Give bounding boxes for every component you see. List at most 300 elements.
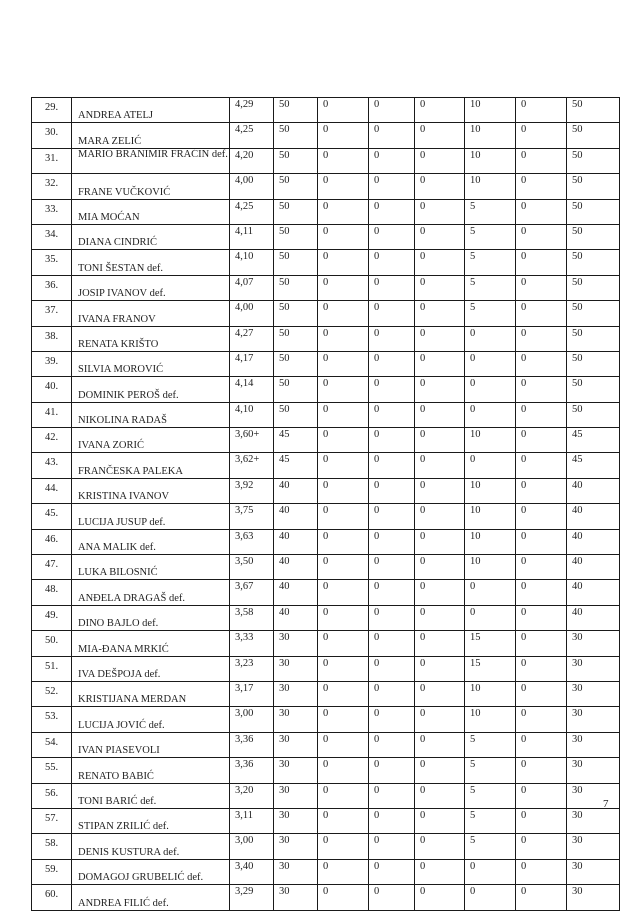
points-col-4: 0 bbox=[415, 402, 465, 427]
points-col-1: 50 bbox=[274, 174, 318, 199]
row-number: 60. bbox=[32, 885, 72, 910]
points-col-5: 0 bbox=[465, 453, 516, 478]
points-col-3: 0 bbox=[369, 758, 415, 783]
points-col-5: 5 bbox=[465, 199, 516, 224]
student-name: KRISTIJANA MERDAN bbox=[72, 681, 230, 706]
table-row bbox=[32, 123, 620, 148]
points-col-2: 0 bbox=[318, 808, 369, 833]
grade-average: 3,67 bbox=[230, 580, 274, 605]
row-number: 41. bbox=[32, 402, 72, 427]
points-col-5: 5 bbox=[465, 732, 516, 757]
points-col-2: 0 bbox=[318, 529, 369, 554]
points-col-3: 0 bbox=[369, 351, 415, 376]
table-row bbox=[32, 250, 620, 275]
table-row bbox=[32, 859, 620, 884]
points-col-5: 0 bbox=[465, 885, 516, 910]
points-col-1: 40 bbox=[274, 605, 318, 630]
points-total: 40 bbox=[567, 478, 620, 503]
points-col-4: 0 bbox=[415, 275, 465, 300]
points-total: 50 bbox=[567, 98, 620, 123]
points-total: 45 bbox=[567, 428, 620, 453]
points-col-6: 0 bbox=[516, 783, 567, 808]
table-row bbox=[32, 275, 620, 300]
points-col-1: 50 bbox=[274, 148, 318, 173]
row-number: 37. bbox=[32, 301, 72, 326]
points-col-5: 10 bbox=[465, 504, 516, 529]
student-name: IVANA FRANOV bbox=[72, 301, 230, 326]
points-col-1: 50 bbox=[274, 224, 318, 249]
points-col-3: 0 bbox=[369, 885, 415, 910]
points-col-6: 0 bbox=[516, 529, 567, 554]
points-col-4: 0 bbox=[415, 758, 465, 783]
points-col-4: 0 bbox=[415, 377, 465, 402]
points-col-1: 50 bbox=[274, 326, 318, 351]
points-col-2: 0 bbox=[318, 732, 369, 757]
student-name: IVANA ZORIĆ bbox=[72, 428, 230, 453]
student-name: ANA MALIK def. bbox=[72, 529, 230, 554]
table-row bbox=[32, 148, 620, 173]
points-col-1: 40 bbox=[274, 529, 318, 554]
points-col-2: 0 bbox=[318, 428, 369, 453]
points-col-1: 30 bbox=[274, 758, 318, 783]
points-col-4: 0 bbox=[415, 199, 465, 224]
points-col-4: 0 bbox=[415, 98, 465, 123]
points-col-2: 0 bbox=[318, 681, 369, 706]
student-name: MIA-ĐANA MRKIĆ bbox=[72, 631, 230, 656]
grade-average: 3,29 bbox=[230, 885, 274, 910]
points-total: 30 bbox=[567, 758, 620, 783]
points-total: 40 bbox=[567, 605, 620, 630]
points-col-2: 0 bbox=[318, 783, 369, 808]
points-total: 50 bbox=[567, 326, 620, 351]
points-col-3: 0 bbox=[369, 656, 415, 681]
points-col-3: 0 bbox=[369, 250, 415, 275]
points-col-6: 0 bbox=[516, 707, 567, 732]
points-col-6: 0 bbox=[516, 504, 567, 529]
student-name: NIKOLINA RADAŠ bbox=[72, 402, 230, 427]
points-col-4: 0 bbox=[415, 148, 465, 173]
student-name: IVA DEŠPOJA def. bbox=[72, 656, 230, 681]
points-col-4: 0 bbox=[415, 428, 465, 453]
points-col-3: 0 bbox=[369, 529, 415, 554]
points-col-4: 0 bbox=[415, 224, 465, 249]
points-col-4: 0 bbox=[415, 580, 465, 605]
points-total: 40 bbox=[567, 529, 620, 554]
points-col-1: 30 bbox=[274, 808, 318, 833]
points-col-1: 30 bbox=[274, 732, 318, 757]
points-total: 50 bbox=[567, 174, 620, 199]
points-total: 30 bbox=[567, 783, 620, 808]
points-col-6: 0 bbox=[516, 580, 567, 605]
points-col-5: 5 bbox=[465, 224, 516, 249]
points-col-1: 30 bbox=[274, 681, 318, 706]
points-col-1: 45 bbox=[274, 453, 318, 478]
table-row bbox=[32, 885, 620, 910]
points-col-4: 0 bbox=[415, 808, 465, 833]
points-col-1: 50 bbox=[274, 351, 318, 376]
points-col-3: 0 bbox=[369, 453, 415, 478]
points-col-6: 0 bbox=[516, 351, 567, 376]
row-number: 46. bbox=[32, 529, 72, 554]
points-col-6: 0 bbox=[516, 148, 567, 173]
points-col-5: 0 bbox=[465, 351, 516, 376]
points-col-6: 0 bbox=[516, 250, 567, 275]
points-col-1: 50 bbox=[274, 199, 318, 224]
points-col-1: 30 bbox=[274, 783, 318, 808]
table-row bbox=[32, 377, 620, 402]
grade-average: 3,20 bbox=[230, 783, 274, 808]
points-col-4: 0 bbox=[415, 351, 465, 376]
points-col-1: 50 bbox=[274, 402, 318, 427]
table-row bbox=[32, 224, 620, 249]
points-col-4: 0 bbox=[415, 555, 465, 580]
grade-average: 3,00 bbox=[230, 834, 274, 859]
student-name: MIA MOĆAN bbox=[72, 199, 230, 224]
row-number: 29. bbox=[32, 98, 72, 123]
grade-average: 4,07 bbox=[230, 275, 274, 300]
points-col-5: 15 bbox=[465, 656, 516, 681]
student-name: RENATO BABIĆ bbox=[72, 758, 230, 783]
points-col-6: 0 bbox=[516, 98, 567, 123]
points-col-3: 0 bbox=[369, 580, 415, 605]
table-row bbox=[32, 504, 620, 529]
row-number: 45. bbox=[32, 504, 72, 529]
points-col-3: 0 bbox=[369, 199, 415, 224]
points-col-2: 0 bbox=[318, 123, 369, 148]
row-number: 57. bbox=[32, 808, 72, 833]
points-col-4: 0 bbox=[415, 631, 465, 656]
table-row bbox=[32, 326, 620, 351]
points-col-6: 0 bbox=[516, 885, 567, 910]
student-name: FRANČESKA PALEKA bbox=[72, 453, 230, 478]
points-col-2: 0 bbox=[318, 275, 369, 300]
grade-average: 4,11 bbox=[230, 224, 274, 249]
points-col-6: 0 bbox=[516, 656, 567, 681]
points-col-2: 0 bbox=[318, 580, 369, 605]
points-col-3: 0 bbox=[369, 98, 415, 123]
row-number: 33. bbox=[32, 199, 72, 224]
points-total: 30 bbox=[567, 631, 620, 656]
points-col-5: 10 bbox=[465, 148, 516, 173]
points-col-4: 0 bbox=[415, 301, 465, 326]
student-name: SILVIA MOROVIĆ bbox=[72, 351, 230, 376]
points-col-5: 0 bbox=[465, 859, 516, 884]
points-col-1: 50 bbox=[274, 123, 318, 148]
row-number: 55. bbox=[32, 758, 72, 783]
student-name: DIANA CINDRIĆ bbox=[72, 224, 230, 249]
points-col-2: 0 bbox=[318, 859, 369, 884]
row-number: 49. bbox=[32, 605, 72, 630]
student-name: ANDREA FILIĆ def. bbox=[72, 885, 230, 910]
points-col-2: 0 bbox=[318, 504, 369, 529]
row-number: 56. bbox=[32, 783, 72, 808]
points-col-2: 0 bbox=[318, 758, 369, 783]
points-col-4: 0 bbox=[415, 453, 465, 478]
points-col-6: 0 bbox=[516, 605, 567, 630]
points-col-4: 0 bbox=[415, 681, 465, 706]
points-col-6: 0 bbox=[516, 377, 567, 402]
points-total: 50 bbox=[567, 123, 620, 148]
points-col-5: 10 bbox=[465, 428, 516, 453]
grade-average: 4,25 bbox=[230, 123, 274, 148]
table-row bbox=[32, 199, 620, 224]
points-col-5: 0 bbox=[465, 402, 516, 427]
points-col-1: 40 bbox=[274, 580, 318, 605]
points-col-5: 0 bbox=[465, 605, 516, 630]
table-row bbox=[32, 631, 620, 656]
points-col-3: 0 bbox=[369, 301, 415, 326]
student-name: RENATA KRIŠTO bbox=[72, 326, 230, 351]
points-col-3: 0 bbox=[369, 808, 415, 833]
points-col-2: 0 bbox=[318, 707, 369, 732]
points-total: 30 bbox=[567, 834, 620, 859]
points-col-6: 0 bbox=[516, 199, 567, 224]
points-col-2: 0 bbox=[318, 377, 369, 402]
student-name: MARIO BRANIMIR FRAĆIN def. bbox=[72, 148, 230, 173]
points-col-3: 0 bbox=[369, 478, 415, 503]
points-col-1: 30 bbox=[274, 859, 318, 884]
points-total: 30 bbox=[567, 681, 620, 706]
points-col-1: 50 bbox=[274, 301, 318, 326]
points-col-5: 5 bbox=[465, 758, 516, 783]
points-col-3: 0 bbox=[369, 631, 415, 656]
points-col-5: 10 bbox=[465, 98, 516, 123]
points-col-5: 0 bbox=[465, 580, 516, 605]
student-name: LUCIJA JOVIĆ def. bbox=[72, 707, 230, 732]
row-number: 40. bbox=[32, 377, 72, 402]
points-col-4: 0 bbox=[415, 834, 465, 859]
points-col-1: 40 bbox=[274, 504, 318, 529]
points-col-3: 0 bbox=[369, 783, 415, 808]
table-row bbox=[32, 808, 620, 833]
table-row bbox=[32, 529, 620, 554]
points-col-6: 0 bbox=[516, 402, 567, 427]
table-row bbox=[32, 402, 620, 427]
row-number: 50. bbox=[32, 631, 72, 656]
grade-average: 3,62+ bbox=[230, 453, 274, 478]
points-col-6: 0 bbox=[516, 555, 567, 580]
points-col-5: 5 bbox=[465, 301, 516, 326]
points-col-2: 0 bbox=[318, 478, 369, 503]
student-name: STIPAN ZRILIĆ def. bbox=[72, 808, 230, 833]
row-number: 36. bbox=[32, 275, 72, 300]
row-number: 58. bbox=[32, 834, 72, 859]
grade-average: 3,50 bbox=[230, 555, 274, 580]
points-col-5: 5 bbox=[465, 250, 516, 275]
grade-average: 4,17 bbox=[230, 351, 274, 376]
points-col-1: 30 bbox=[274, 656, 318, 681]
points-total: 50 bbox=[567, 224, 620, 249]
points-total: 50 bbox=[567, 301, 620, 326]
points-col-2: 0 bbox=[318, 199, 369, 224]
student-name: LUCIJA JUSUP def. bbox=[72, 504, 230, 529]
grade-average: 3,40 bbox=[230, 859, 274, 884]
table-row bbox=[32, 758, 620, 783]
points-col-4: 0 bbox=[415, 326, 465, 351]
table-row bbox=[32, 605, 620, 630]
points-col-3: 0 bbox=[369, 123, 415, 148]
points-col-3: 0 bbox=[369, 605, 415, 630]
table-row bbox=[32, 681, 620, 706]
points-col-2: 0 bbox=[318, 555, 369, 580]
points-col-5: 10 bbox=[465, 529, 516, 554]
points-col-2: 0 bbox=[318, 351, 369, 376]
points-col-1: 40 bbox=[274, 478, 318, 503]
points-total: 50 bbox=[567, 275, 620, 300]
row-number: 43. bbox=[32, 453, 72, 478]
points-col-2: 0 bbox=[318, 631, 369, 656]
grade-average: 3,36 bbox=[230, 758, 274, 783]
points-col-5: 5 bbox=[465, 275, 516, 300]
points-total: 40 bbox=[567, 555, 620, 580]
points-col-5: 15 bbox=[465, 631, 516, 656]
points-col-5: 10 bbox=[465, 707, 516, 732]
points-total: 50 bbox=[567, 250, 620, 275]
points-col-1: 45 bbox=[274, 428, 318, 453]
points-col-4: 0 bbox=[415, 478, 465, 503]
table-row bbox=[32, 428, 620, 453]
grade-average: 4,20 bbox=[230, 148, 274, 173]
points-total: 50 bbox=[567, 199, 620, 224]
points-total: 50 bbox=[567, 377, 620, 402]
grade-average: 3,63 bbox=[230, 529, 274, 554]
row-number: 31. bbox=[32, 148, 72, 173]
table-row bbox=[32, 656, 620, 681]
points-total: 40 bbox=[567, 504, 620, 529]
student-name: TONI ŠESTAN def. bbox=[72, 250, 230, 275]
points-total: 40 bbox=[567, 580, 620, 605]
student-name: MARA ZELIĆ bbox=[72, 123, 230, 148]
table-row bbox=[32, 580, 620, 605]
points-col-3: 0 bbox=[369, 732, 415, 757]
table-row bbox=[32, 555, 620, 580]
points-total: 50 bbox=[567, 351, 620, 376]
points-col-3: 0 bbox=[369, 224, 415, 249]
row-number: 35. bbox=[32, 250, 72, 275]
row-number: 38. bbox=[32, 326, 72, 351]
grade-average: 4,00 bbox=[230, 174, 274, 199]
points-col-3: 0 bbox=[369, 681, 415, 706]
points-col-1: 40 bbox=[274, 555, 318, 580]
grade-average: 3,58 bbox=[230, 605, 274, 630]
row-number: 39. bbox=[32, 351, 72, 376]
student-name: KRISTINA IVANOV bbox=[72, 478, 230, 503]
points-col-6: 0 bbox=[516, 326, 567, 351]
points-col-3: 0 bbox=[369, 859, 415, 884]
points-col-5: 0 bbox=[465, 377, 516, 402]
points-col-5: 5 bbox=[465, 808, 516, 833]
points-col-4: 0 bbox=[415, 885, 465, 910]
row-number: 32. bbox=[32, 174, 72, 199]
points-col-4: 0 bbox=[415, 250, 465, 275]
points-col-2: 0 bbox=[318, 148, 369, 173]
points-col-5: 0 bbox=[465, 326, 516, 351]
points-col-6: 0 bbox=[516, 174, 567, 199]
student-name: DINO BAJLO def. bbox=[72, 605, 230, 630]
points-col-2: 0 bbox=[318, 250, 369, 275]
points-col-2: 0 bbox=[318, 885, 369, 910]
points-col-1: 50 bbox=[274, 250, 318, 275]
points-col-6: 0 bbox=[516, 808, 567, 833]
points-col-5: 10 bbox=[465, 123, 516, 148]
student-name: LUKA BILOSNIĆ bbox=[72, 555, 230, 580]
points-col-3: 0 bbox=[369, 377, 415, 402]
points-col-2: 0 bbox=[318, 656, 369, 681]
table-row bbox=[32, 783, 620, 808]
grade-average: 3,92 bbox=[230, 478, 274, 503]
points-col-6: 0 bbox=[516, 834, 567, 859]
grade-average: 3,75 bbox=[230, 504, 274, 529]
points-col-4: 0 bbox=[415, 707, 465, 732]
grade-average: 4,14 bbox=[230, 377, 274, 402]
points-col-3: 0 bbox=[369, 148, 415, 173]
grade-average: 3,17 bbox=[230, 681, 274, 706]
table-row bbox=[32, 98, 620, 123]
points-col-6: 0 bbox=[516, 732, 567, 757]
points-total: 30 bbox=[567, 859, 620, 884]
points-col-1: 50 bbox=[274, 377, 318, 402]
table-row bbox=[32, 351, 620, 376]
points-total: 30 bbox=[567, 732, 620, 757]
points-col-4: 0 bbox=[415, 123, 465, 148]
points-col-2: 0 bbox=[318, 453, 369, 478]
points-col-6: 0 bbox=[516, 453, 567, 478]
points-col-3: 0 bbox=[369, 174, 415, 199]
points-total: 50 bbox=[567, 402, 620, 427]
row-number: 53. bbox=[32, 707, 72, 732]
row-number: 48. bbox=[32, 580, 72, 605]
row-number: 51. bbox=[32, 656, 72, 681]
points-col-5: 5 bbox=[465, 783, 516, 808]
row-number: 52. bbox=[32, 681, 72, 706]
points-col-4: 0 bbox=[415, 783, 465, 808]
points-col-2: 0 bbox=[318, 326, 369, 351]
points-col-6: 0 bbox=[516, 275, 567, 300]
results-table bbox=[31, 97, 620, 911]
points-col-3: 0 bbox=[369, 707, 415, 732]
points-col-2: 0 bbox=[318, 224, 369, 249]
points-col-1: 30 bbox=[274, 834, 318, 859]
row-number: 59. bbox=[32, 859, 72, 884]
points-col-3: 0 bbox=[369, 555, 415, 580]
table-row bbox=[32, 453, 620, 478]
points-col-5: 5 bbox=[465, 834, 516, 859]
points-col-1: 50 bbox=[274, 275, 318, 300]
points-col-5: 10 bbox=[465, 478, 516, 503]
points-col-4: 0 bbox=[415, 174, 465, 199]
student-name: DOMAGOJ GRUBELIĆ def. bbox=[72, 859, 230, 884]
points-col-6: 0 bbox=[516, 758, 567, 783]
row-number: 34. bbox=[32, 224, 72, 249]
points-col-1: 30 bbox=[274, 631, 318, 656]
student-name: JOSIP IVANOV def. bbox=[72, 275, 230, 300]
grade-average: 3,60+ bbox=[230, 428, 274, 453]
table-row bbox=[32, 732, 620, 757]
points-col-2: 0 bbox=[318, 834, 369, 859]
table-row bbox=[32, 301, 620, 326]
points-col-3: 0 bbox=[369, 428, 415, 453]
points-col-6: 0 bbox=[516, 859, 567, 884]
row-number: 44. bbox=[32, 478, 72, 503]
points-total: 45 bbox=[567, 453, 620, 478]
table-row bbox=[32, 707, 620, 732]
points-col-2: 0 bbox=[318, 605, 369, 630]
points-col-2: 0 bbox=[318, 98, 369, 123]
student-name: DOMINIK PEROŠ def. bbox=[72, 377, 230, 402]
points-col-3: 0 bbox=[369, 326, 415, 351]
points-col-4: 0 bbox=[415, 605, 465, 630]
row-number: 42. bbox=[32, 428, 72, 453]
